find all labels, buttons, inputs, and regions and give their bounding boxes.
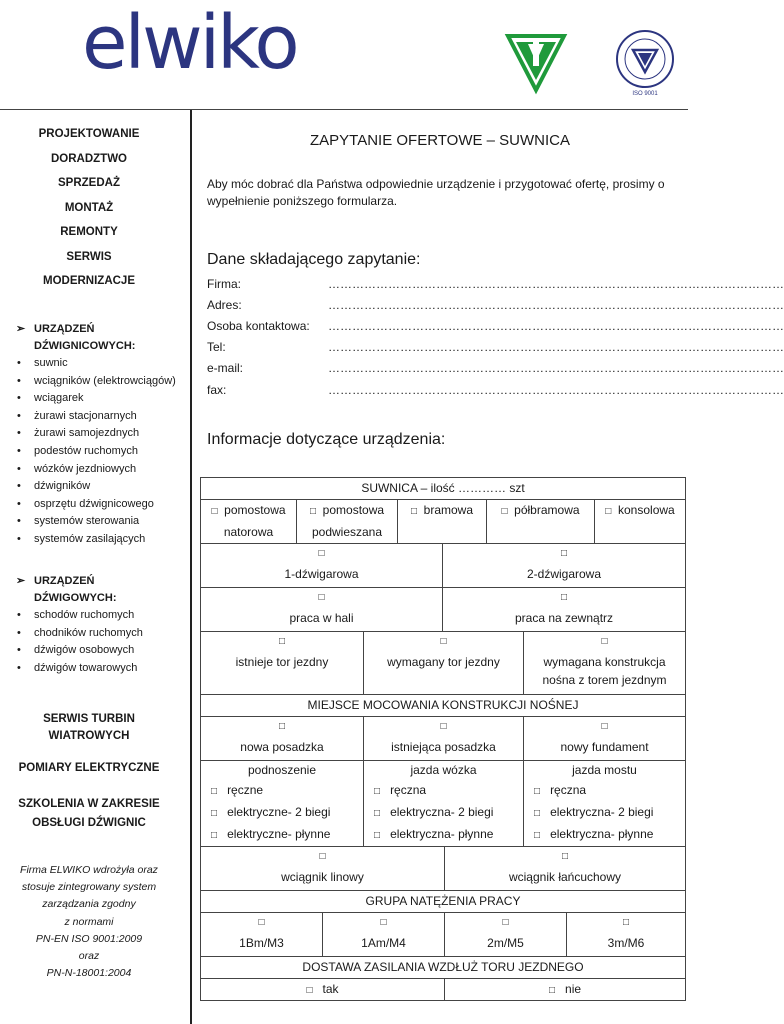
list-item: • osprzętu dźwignicowego	[14, 496, 190, 514]
table-row	[201, 956, 685, 978]
field-label: Osoba kontaktowa:	[207, 319, 310, 333]
quantity-header: SUWNICA – ilość ………… szt	[361, 481, 525, 495]
group-option[interactable]	[201, 913, 322, 956]
work-location-row	[201, 587, 685, 631]
cert-line: zarządzania zgodny	[42, 898, 136, 911]
table-row	[201, 890, 685, 912]
list-item: • dźwigów towarowych	[14, 660, 190, 678]
control-option[interactable]	[201, 824, 363, 846]
arrow-bullet-icon: ➢	[16, 575, 26, 587]
checkbox-icon[interactable]: □	[440, 636, 447, 647]
form-field-company[interactable]	[207, 277, 784, 297]
option-label: wymagana konstrukcja	[543, 655, 666, 669]
field-label: e-mail:	[207, 361, 244, 375]
option-label: ręczne	[227, 783, 264, 797]
section-heading-line: DŹWIGOWYCH:	[34, 592, 117, 604]
lift-devices-section	[14, 573, 190, 677]
type-option[interactable]	[486, 500, 594, 543]
list-item: • wciągników (elektrowciągów)	[14, 373, 190, 391]
power-header: DOSTAWA ZASILANIA WZDŁUŻ TORU JEZDNEGO	[302, 960, 584, 974]
training	[0, 795, 178, 833]
section-heading-line: URZĄDZEŃ	[34, 575, 95, 587]
checkbox-icon[interactable]: □	[278, 721, 286, 732]
checkbox-icon[interactable]: □	[374, 786, 381, 797]
form-field-address[interactable]	[207, 298, 784, 318]
cert-line: Firma ELWIKO wdrożyła oraz	[20, 864, 158, 876]
option-label: nowa posadzka	[240, 740, 324, 754]
control-option[interactable]	[201, 780, 363, 802]
option-label: wymagany tor jezdny	[387, 655, 500, 669]
option-label: wciągnik łańcuchowy	[508, 870, 622, 884]
control-option[interactable]	[364, 780, 523, 802]
control-option[interactable]	[524, 780, 685, 802]
option-label: 2-dźwigarowa	[526, 567, 602, 581]
electrical-measurements: POMIARY ELEKTRYCZNE	[18, 762, 160, 774]
option-label: półbramowa	[514, 503, 580, 517]
crane-spec-table	[200, 477, 686, 1001]
hoist-row	[201, 846, 685, 890]
checkbox-icon[interactable]: □	[211, 808, 218, 819]
elwiko-logo: elwiko	[82, 0, 297, 86]
checkbox-icon[interactable]: □	[278, 636, 286, 647]
turbine-service-line: SERWIS TURBIN	[43, 713, 135, 725]
cert-line: z normami	[64, 915, 114, 928]
services-list	[0, 122, 178, 294]
option-label: istniejąca posadzka	[391, 740, 496, 754]
option-label: 1Am/M4	[361, 936, 406, 950]
service-item: MONTAŻ	[64, 201, 114, 214]
field-dots[interactable]: ……………………………………………………………………………………………………	[328, 298, 784, 312]
option-label: tak	[322, 982, 339, 996]
checkbox-icon[interactable]: □	[258, 917, 265, 928]
checkbox-icon[interactable]: □	[309, 506, 316, 517]
group-row	[201, 912, 685, 956]
crane-devices-section	[14, 321, 190, 549]
list-item: • żurawi stacjonarnych	[14, 408, 190, 426]
option-label: bramowa	[423, 503, 474, 517]
arrow-bullet-icon: ➢	[16, 323, 26, 335]
checkbox-icon[interactable]: □	[622, 917, 630, 928]
group-option[interactable]	[566, 913, 685, 956]
checkbox-icon[interactable]: □	[410, 506, 417, 517]
mount-option[interactable]	[363, 717, 523, 760]
checkbox-icon[interactable]: □	[374, 830, 381, 841]
option-label: praca na zewnątrz	[514, 611, 614, 625]
option-label: elektryczna- 2 biegi	[550, 805, 654, 819]
checkbox-icon[interactable]: □	[440, 721, 447, 732]
option-label: pomostowa	[224, 503, 286, 517]
field-dots[interactable]: ……………………………………………………………………………………………………	[328, 383, 784, 397]
control-group-trolley	[363, 761, 523, 846]
hoist-option[interactable]	[444, 847, 685, 890]
option-label: elektryczna- 2 biegi	[390, 805, 494, 819]
service-item: REMONTY	[60, 226, 118, 238]
mount-row	[201, 716, 685, 760]
field-dots[interactable]: ……………………………………………………………………………………………………	[328, 361, 784, 375]
checkbox-icon[interactable]: □	[601, 721, 608, 732]
option-label: elektryczna- płynne	[390, 827, 494, 841]
checkbox-icon[interactable]: □	[561, 851, 569, 862]
checkbox-icon[interactable]: □	[380, 917, 387, 928]
section-heading-line: DŹWIGNICOWYCH:	[34, 340, 136, 352]
girder-option[interactable]	[442, 544, 685, 587]
option-label: praca w hali	[289, 611, 354, 625]
list-item: • chodników ruchomych	[14, 625, 190, 643]
option-label: nośna z torem jezdnym	[542, 673, 667, 687]
checkbox-icon[interactable]: □	[605, 506, 612, 517]
control-option[interactable]	[364, 824, 523, 846]
control-option[interactable]	[201, 802, 363, 824]
checkbox-icon[interactable]: □	[318, 548, 325, 559]
checkbox-icon[interactable]: □	[601, 636, 608, 647]
checkbox-icon[interactable]: □	[306, 985, 313, 996]
field-dots[interactable]: ……………………………………………………………………………………………………	[328, 319, 784, 333]
form-field-email[interactable]	[207, 361, 784, 381]
type-option[interactable]	[296, 500, 397, 543]
checkbox-icon[interactable]: □	[534, 808, 541, 819]
option-label: 3m/M6	[607, 936, 645, 950]
checkbox-icon[interactable]: □	[501, 506, 508, 517]
girder-option[interactable]	[201, 544, 442, 587]
field-label: Adres:	[207, 298, 242, 312]
service-item: SERWIS	[66, 250, 112, 263]
table-row	[201, 478, 685, 499]
list-item: • dźwigników	[14, 478, 190, 496]
iso-badge-label: ISO 9001	[632, 91, 658, 97]
list-item: • żurawi samojezdnych	[14, 425, 190, 443]
service-item: DORADZTWO	[50, 152, 127, 165]
training-line: OBSŁUGI DŹWIGNIC	[32, 817, 146, 829]
cert-line: stosuje zintegrowany system	[21, 881, 157, 894]
girder-row	[201, 543, 685, 587]
service-item: SPRZEDAŻ	[58, 177, 120, 189]
checkbox-icon[interactable]: □	[374, 808, 381, 819]
service-item: PROJEKTOWANIE	[38, 128, 140, 140]
list-item: • schodów ruchomych	[14, 607, 190, 625]
page-title: ZAPYTANIE OFERTOWE – SUWNICA	[309, 132, 571, 149]
power-row	[201, 978, 685, 1000]
list-item: • systemów sterowania	[14, 513, 190, 531]
control-option[interactable]	[524, 824, 685, 846]
mount-option[interactable]	[523, 717, 685, 760]
controls-row	[201, 760, 685, 846]
field-label: fax:	[207, 383, 227, 397]
work-option[interactable]	[201, 588, 442, 631]
list-item: • wciągarek	[14, 390, 190, 408]
device-section-title: Informacje dotyczące urządzenia:	[207, 431, 446, 448]
form-field-contact[interactable]	[207, 319, 784, 339]
cert-line: oraz	[78, 950, 100, 963]
control-option[interactable]	[364, 802, 523, 824]
option-label: 1Bm/M3	[239, 936, 284, 950]
option-label: pomostowa	[322, 503, 385, 517]
option-label: elektryczna- płynne	[550, 827, 654, 841]
track-option[interactable]	[523, 632, 685, 694]
cert-line: PN-N-18001:2004	[46, 967, 132, 980]
control-group-bridge	[523, 761, 685, 846]
form-field-phone[interactable]	[207, 340, 784, 360]
track-option[interactable]	[201, 632, 363, 694]
turbine-service-line: WIATROWYCH	[48, 730, 130, 742]
option-label: ręczna	[390, 783, 427, 797]
checkbox-icon[interactable]: □	[318, 592, 325, 603]
track-option[interactable]	[363, 632, 523, 694]
checkbox-icon[interactable]: □	[560, 548, 568, 559]
intro-text: Aby móc dobrać dla Państwa odpowiednie urządzenie i przygotować ofertę, prosimy o wypełnienie poniższego formularza.	[207, 177, 665, 208]
checkbox-icon[interactable]: □	[211, 506, 218, 517]
option-label: nie	[565, 982, 582, 996]
crane-type-row	[201, 499, 685, 543]
checkbox-icon[interactable]: □	[211, 786, 218, 797]
type-option[interactable]	[594, 500, 685, 543]
mount-header: MIEJSCE MOCOWANIA KONSTRUKCJI NOŚNEJ	[307, 698, 579, 712]
certification-note	[0, 862, 178, 982]
type-option[interactable]	[201, 500, 296, 543]
type-option[interactable]	[397, 500, 486, 543]
option-label: 2m/M5	[487, 936, 524, 950]
power-option-yes[interactable]	[201, 979, 444, 1000]
control-group-title: jazda wózka	[410, 763, 477, 777]
service-item: MODERNIZACJE	[42, 275, 135, 287]
option-label: podwieszana	[311, 525, 383, 539]
table-row	[201, 694, 685, 716]
option-label: elektryczne- 2 biegi	[227, 805, 331, 819]
checkbox-icon[interactable]: □	[534, 786, 541, 797]
option-label: istnieje tor jezdny	[235, 655, 329, 669]
udt-cert-badge	[616, 30, 674, 88]
cert-line: PN-EN ISO 9001:2009	[35, 932, 143, 945]
turbine-service	[0, 711, 178, 745]
list-item: • systemów zasilających	[14, 531, 190, 549]
field-dots[interactable]: ……………………………………………………………………………………………………	[328, 277, 784, 291]
field-label: Firma:	[207, 277, 241, 291]
mount-option[interactable]	[201, 717, 363, 760]
checkbox-icon[interactable]: □	[502, 917, 509, 928]
control-group-lifting	[201, 761, 363, 846]
control-group-title: podnoszenie	[247, 763, 317, 777]
work-option[interactable]	[442, 588, 685, 631]
list-item: • podestów ruchomych	[14, 443, 190, 461]
checkbox-icon[interactable]: □	[319, 851, 326, 862]
power-option-no[interactable]	[444, 979, 685, 1000]
option-label: elektryczne- płynne	[227, 827, 331, 841]
section-heading	[14, 321, 190, 355]
field-dots[interactable]: ……………………………………………………………………………………………………	[328, 340, 784, 354]
section-heading	[14, 573, 190, 607]
checkbox-icon[interactable]: □	[560, 592, 568, 603]
hoist-option[interactable]	[201, 847, 444, 890]
form-field-fax[interactable]	[207, 383, 784, 403]
option-label: 1-dźwigarowa	[284, 567, 359, 581]
checkbox-icon[interactable]: □	[548, 985, 555, 996]
group-option[interactable]	[444, 913, 566, 956]
option-label: ręczna	[550, 783, 587, 797]
control-group-title: jazda mostu	[572, 763, 637, 777]
vdt-logo	[506, 34, 566, 92]
training-line: SZKOLENIA W ZAKRESIE	[18, 798, 160, 810]
list-item: • wózków jezdniowych	[14, 461, 190, 479]
applicant-section-title: Dane składającego zapytanie:	[207, 251, 421, 268]
option-label: wciągnik linowy	[281, 870, 364, 884]
section-heading-line: URZĄDZEŃ	[34, 323, 95, 335]
checkbox-icon[interactable]: □	[534, 830, 541, 841]
list-item: • dźwigów osobowych	[14, 642, 190, 660]
field-label: Tel:	[207, 340, 226, 354]
option-label: nowy fundament	[560, 740, 649, 754]
control-option[interactable]	[524, 802, 685, 824]
option-label: konsolowa	[618, 503, 675, 517]
option-label: natorowa	[223, 525, 274, 539]
group-header: GRUPA NATĘŻENIA PRACY	[365, 894, 521, 908]
checkbox-icon[interactable]: □	[211, 830, 218, 841]
sidebar-divider	[190, 110, 192, 1024]
group-option[interactable]	[322, 913, 444, 956]
list-item: • suwnic	[14, 355, 190, 373]
track-row	[201, 631, 685, 694]
